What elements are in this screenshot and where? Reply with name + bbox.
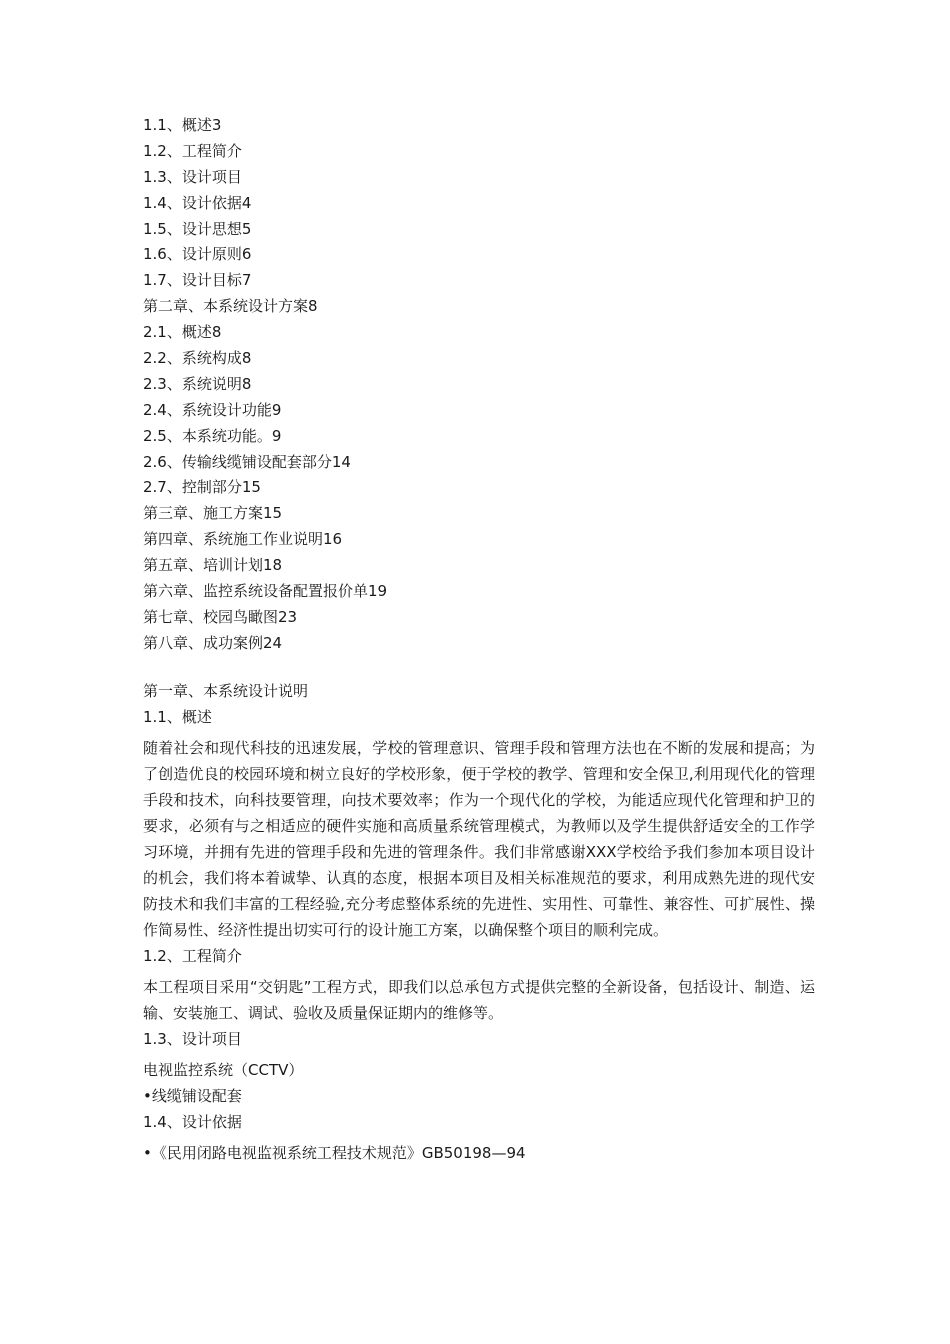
toc-entry: 1.1、概述3 (143, 116, 222, 134)
section-heading: 1.3、设计项目 (143, 1030, 242, 1048)
table-of-contents (143, 113, 387, 657)
toc-entry: 2.7、控制部分15 (143, 478, 261, 497)
toc-entry: 2.6、传输线缆铺设配套部分14 (143, 452, 351, 471)
toc-entry: 第五章、培训计划18 (143, 556, 283, 575)
toc-entry: 1.2、工程简介 (143, 141, 242, 160)
document-body (143, 678, 815, 1166)
section-heading: 1.2、工程简介 (143, 947, 242, 965)
toc-entry: 2.5、本系统功能。9 (143, 426, 282, 445)
section-heading: 1.4、设计依据 (143, 1113, 242, 1131)
toc-entry: 第四章、系统施工作业说明16 (143, 530, 343, 549)
toc-entry: 2.4、系统设计功能9 (143, 400, 282, 419)
toc-entry: 2.3、系统说明8 (143, 374, 252, 393)
list-item: •线缆铺设配套 (143, 1087, 242, 1105)
toc-entry: 2.1、概述8 (143, 323, 222, 342)
list-item: •《民用闭路电视监视系统工程技术规范》GB50198—94 (143, 1144, 526, 1162)
toc-entry: 第六章、监控系统设备配置报价单19 (143, 582, 388, 601)
paragraph: 随着社会和现代科技的迅速发展，学校的管理意识、管理手段和管理方法也在不断的发展和提高；为了创造优良的校园环境和树立良好的学校形象，便于学校的教学、管理和安全保卫,利用现代化的管理手段和技术，向科技要管理，向技术要效率；作为一个现代化的学校，为能适应现代化管理和护卫的要求，必须有与之相适应的硬件实施和高质量系统管理模式，为教师以及学生提供舒适安全的工作学习环境，并拥有先进的管理手段和先进的管理条件。我们非常感谢XXX学校给予我们参加本项目设计的机会，我们将本着诚挚、认真的态度，根据本项目及相关标准规范的要求，利用成熟先进的现代安防技术和我们丰富的工程经验,充分考虑整体系统的先进性、实用性、可靠性、兼容性、可扩展性、操作简易性、经济性提出切实可行的设计施工方案，以确保整个项目的顺利完成。 (143, 739, 815, 939)
toc-entry: 1.5、设计思想5 (143, 219, 252, 238)
section-heading: 1.1、概述 (143, 708, 212, 726)
toc-entry: 1.4、设计依据4 (143, 193, 252, 212)
chapter-title: 第一章、本系统设计说明 (143, 682, 309, 700)
toc-entry: 第七章、校园鸟瞰图23 (143, 607, 298, 626)
paragraph: 本工程项目采用“交钥匙”工程方式，即我们以总承包方式提供完整的全新设备，包括设计、制造、运输、安装施工、调试、验收及质量保证期内的维修等。 (143, 978, 815, 1022)
toc-entry: 1.7、设计目标7 (143, 271, 252, 290)
list-item: 电视监控系统（CCTV） (143, 1061, 304, 1079)
toc-entry: 2.2、系统构成8 (143, 349, 252, 368)
toc-entry: 第二章、本系统设计方案8 (143, 297, 318, 316)
toc-entry: 1.3、设计项目 (143, 167, 242, 186)
toc-entry: 1.6、设计原则6 (143, 245, 252, 264)
toc-entry: 第三章、施工方案15 (143, 504, 283, 523)
toc-entry: 第八章、成功案例24 (143, 633, 283, 652)
